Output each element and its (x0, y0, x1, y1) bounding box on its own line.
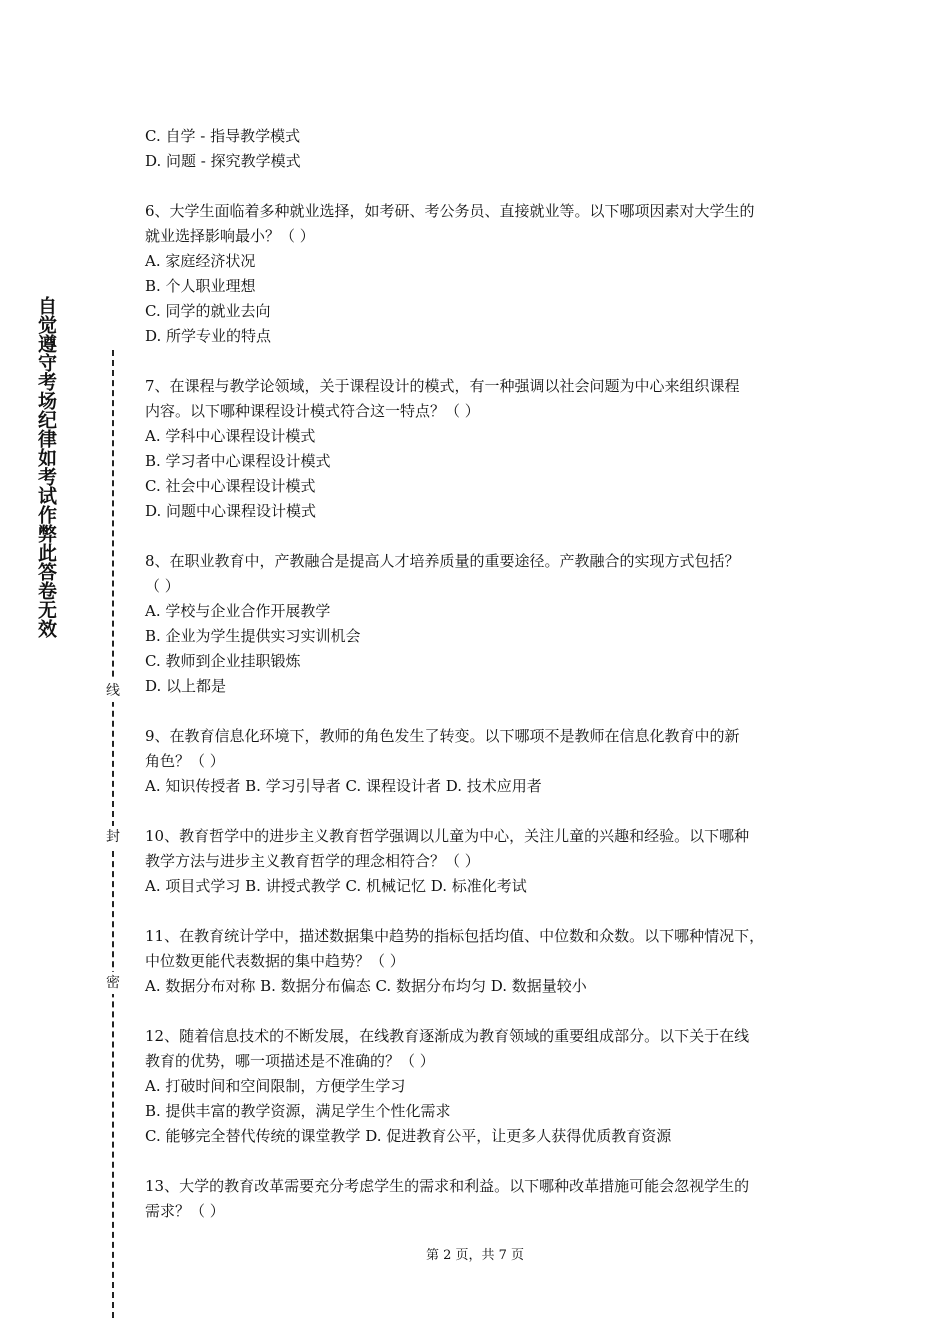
option-line: B. 个人职业理想 (145, 277, 256, 295)
option-line: D. 问题 - 探究教学模式 (145, 152, 301, 170)
option-line: A. 学科中心课程设计模式 (145, 427, 316, 445)
question-line: 教学方法与进步主义教育哲学的理念相符合？（ ） (145, 852, 480, 870)
option-line: B. 提供丰富的教学资源，满足学生个性化需求 (145, 1102, 451, 1120)
question-line: 教育的优势，哪一项描述是不准确的？（ ） (145, 1052, 435, 1070)
option-line: B. 学习者中心课程设计模式 (145, 452, 331, 470)
question-gap (145, 524, 820, 549)
option-line: A. 学校与企业合作开展教学 (145, 602, 331, 620)
question-line: 9、在教育信息化环境下，教师的角色发生了转变。以下哪项不是教师在信息化教育中的新 (145, 727, 740, 745)
option-line: A. 数据分布对称 B. 数据分布偏态 C. 数据分布均匀 D. 数据量较小 (145, 977, 587, 995)
question-line: 角色？（ ） (145, 752, 225, 770)
question-line: 6、大学生面临着多种就业选择，如考研、考公务员、直接就业等。以下哪项因素对大学生的 (145, 202, 755, 220)
option-line: C. 自学 - 指导教学模式 (145, 127, 301, 145)
option-line: C. 社会中心课程设计模式 (145, 477, 316, 495)
question-line: 中位数更能代表数据的集中趋势？（ ） (145, 952, 405, 970)
question-line: 8、在职业教育中，产教融合是提高人才培养质量的重要途径。产教融合的实现方式包括？ (145, 552, 740, 570)
question-gap (145, 799, 820, 824)
binding-label-mi: 密 (104, 972, 122, 994)
question-content (145, 124, 820, 1224)
option-line: A. 知识传授者 B. 学习引导者 C. 课程设计者 D. 技术应用者 (145, 777, 542, 795)
question-gap (145, 699, 820, 724)
option-line: A. 家庭经济状况 (145, 252, 256, 270)
question-line: 11、在教育统计学中，描述数据集中趋势的指标包括均值、中位数和众数。以下哪种情况下， (145, 927, 765, 945)
question-line: （ ） (145, 577, 180, 595)
option-line: A. 打破时间和空间限制，方便学生学习 (145, 1077, 406, 1095)
question-line: 10、教育哲学中的进步主义教育哲学强调以儿童为中心，关注儿童的兴趣和经验。以下哪种 (145, 827, 750, 845)
question-line: 13、大学的教育改革需要充分考虑学生的需求和利益。以下哪种改革措施可能会忽视学生的 (145, 1177, 750, 1195)
option-line: D. 以上都是 (145, 677, 227, 695)
option-line: C. 同学的就业去向 (145, 302, 271, 320)
question-gap (145, 349, 820, 374)
question-gap (145, 1149, 820, 1174)
option-line: C. 能够完全替代传统的课堂教学 D. 促进教育公平，让更多人获得优质教育资源 (145, 1127, 672, 1145)
option-line: D. 问题中心课程设计模式 (145, 502, 317, 520)
option-line: A. 项目式学习 B. 讲授式教学 C. 机械记忆 D. 标准化考试 (145, 877, 527, 895)
option-line: B. 企业为学生提供实习实训机会 (145, 627, 361, 645)
option-line: C. 教师到企业挂职锻炼 (145, 652, 301, 670)
exam-discipline-warning: 自觉遵守考场纪律如考试作弊此答卷无效 (35, 296, 57, 638)
question-line: 内容。以下哪种课程设计模式符合这一特点？（ ） (145, 402, 480, 420)
question-line: 就业选择影响最小？（ ） (145, 227, 315, 245)
question-line: 12、随着信息技术的不断发展，在线教育逐渐成为教育领域的重要组成部分。以下关于在线 (145, 1027, 750, 1045)
page-footer: 第 2 页，共 7 页 (425, 1248, 525, 1263)
question-line: 需求？（ ） (145, 1202, 225, 1220)
question-gap (145, 899, 820, 924)
question-gap (145, 999, 820, 1024)
binding-label-feng: 封 (104, 826, 122, 848)
question-gap (145, 174, 820, 199)
question-line: 7、在课程与教学论领域，关于课程设计的模式，有一种强调以社会问题为中心来组织课程 (145, 377, 740, 395)
binding-label-xian: 线 (104, 680, 122, 702)
option-line: D. 所学专业的特点 (145, 327, 272, 345)
